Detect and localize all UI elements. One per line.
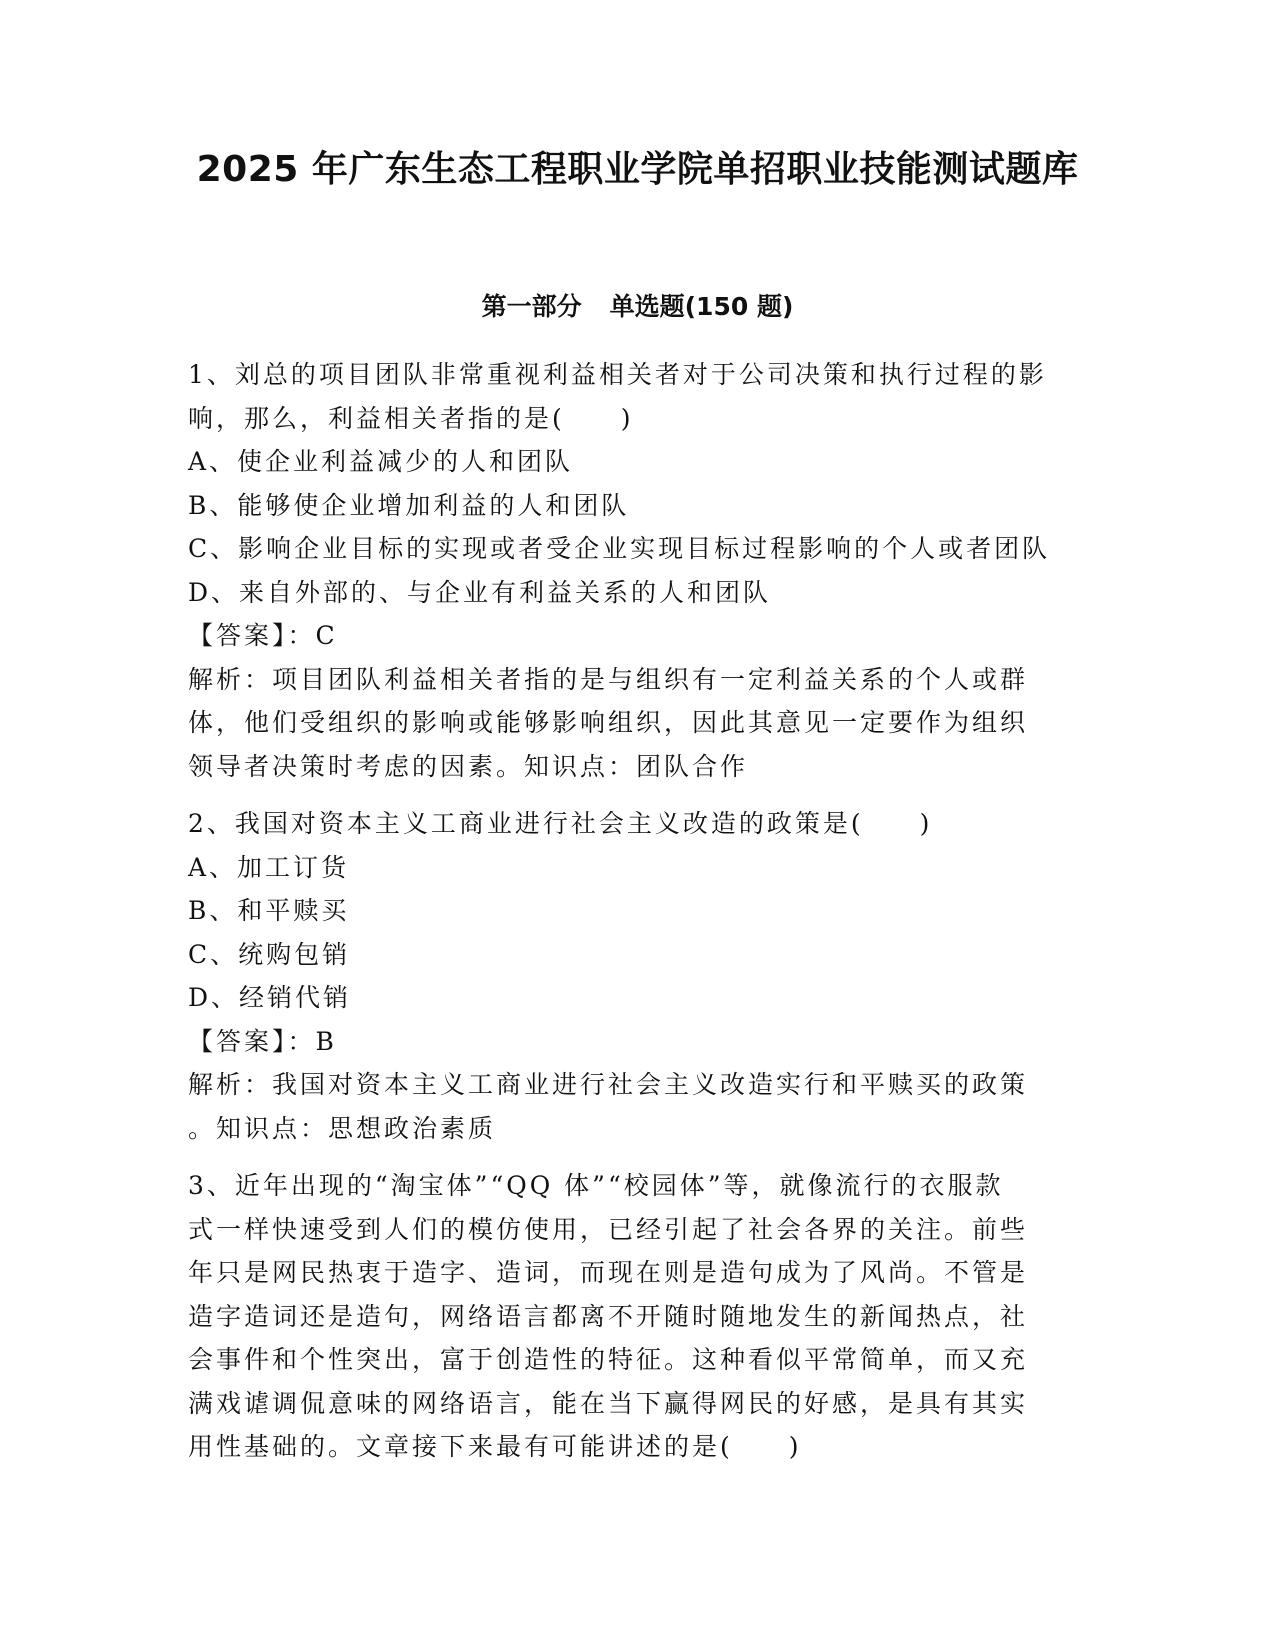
- option-c: C、统购包销: [188, 939, 351, 969]
- question-stem-line: 满戏谑调侃意味的网络语言，能在当下赢得网民的好感，是具有其实: [188, 1388, 1029, 1418]
- answer-line: 【答案】：B: [188, 1026, 337, 1056]
- section-part-label: 第一部分: [481, 292, 582, 321]
- analysis-line: 。知识点：思想政治素质: [188, 1113, 497, 1143]
- question-stem-line: 响，那么，利益相关者指的是( ): [188, 403, 634, 433]
- option-b: B、和平赎买: [188, 896, 350, 925]
- question-stem-line: 年只是网民热衷于造字、造词，而现在则是造句成为了风尚。不管是: [188, 1258, 1029, 1287]
- question-stem-line: 2、我国对资本主义工商业进行社会主义改造的政策是( ): [188, 809, 933, 838]
- document-title: 2025 年广东生态工程职业学院单招职业技能测试题库: [196, 149, 1079, 190]
- question-stem-line: 用性基础的。文章接下来最有可能讲述的是( ): [188, 1432, 802, 1461]
- analysis-line: 解析：项目团队利益相关者指的是与组织有一定利益关系的个人或群: [188, 664, 1029, 694]
- question-list: [188, 353, 1083, 1469]
- option-d: D、来自外部的、与企业有利益关系的人和团队: [188, 577, 772, 607]
- question-stem-line: 造字造词还是造句，网络语言都离不开随时随地发生的新闻热点，社: [188, 1301, 1029, 1331]
- analysis-line: 体，他们受组织的影响或能够影响组织，因此其意见一定要作为组织: [188, 708, 1029, 737]
- option-d: D、经销代销: [188, 983, 352, 1012]
- analysis-line: 解析：我国对资本主义工商业进行社会主义改造实行和平赎买的政策: [188, 1070, 1029, 1099]
- option-a: A、使企业利益减少的人和团队: [188, 447, 574, 476]
- question-stem-line: 会事件和个性突出，富于创造性的特征。这种看似平常简单，而又充: [188, 1345, 1029, 1374]
- analysis-line: 领导者决策时考虑的因素。知识点：团队合作: [188, 751, 749, 781]
- question-stem-line: 1、刘总的项目团队非常重视利益相关者对于公司决策和执行过程的影: [188, 360, 1047, 389]
- question-stem-line: 式一样快速受到人们的模仿使用，已经引起了社会各界的关注。前些: [188, 1214, 1029, 1244]
- question-3: [188, 1164, 1083, 1469]
- answer-line: 【答案】：C: [188, 621, 338, 650]
- question-stem-line: 3、近年出现的“淘宝体”“QQ 体”“校园体”等，就像流行的衣服款: [188, 1171, 1004, 1200]
- section-type-label: 单选题(150 题): [609, 292, 794, 321]
- question-2: [188, 802, 1083, 1150]
- section-title: [0, 290, 1275, 324]
- option-b: B、能够使企业增加利益的人和团队: [188, 490, 630, 520]
- option-c: C、影响企业目标的实现或者受企业实现目标过程影响的个人或者团队: [188, 534, 1051, 563]
- question-1: [188, 353, 1083, 788]
- option-a: A、加工订货: [188, 852, 350, 882]
